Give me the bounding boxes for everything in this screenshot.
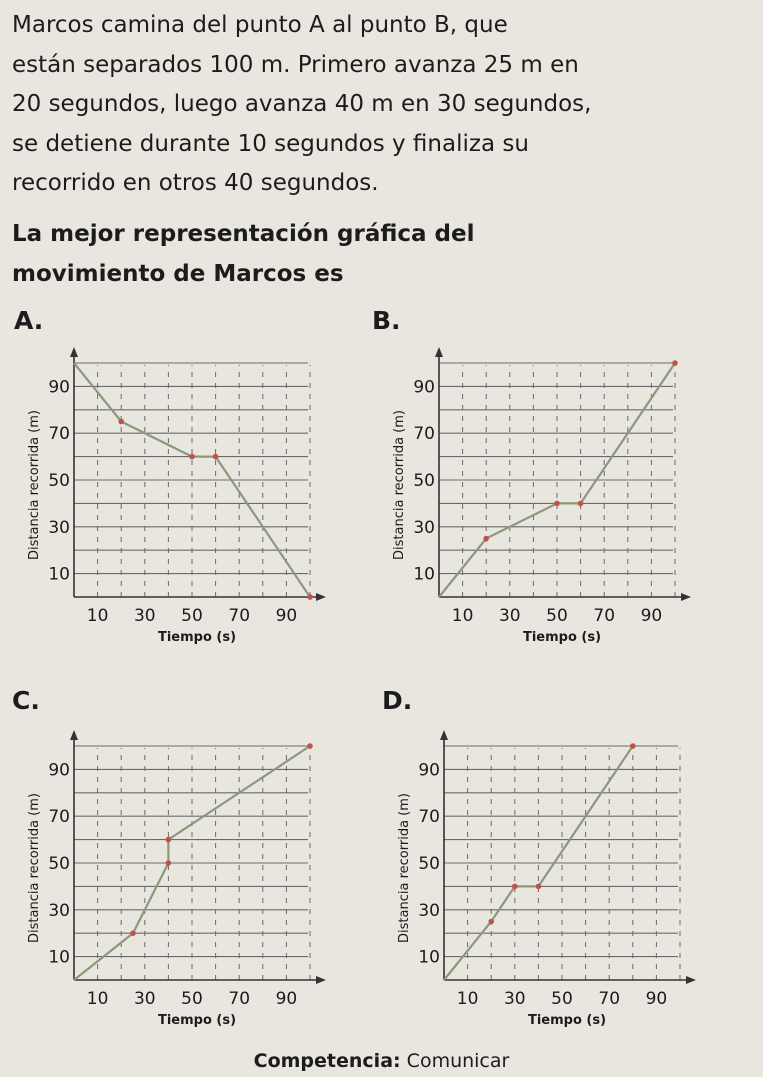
y-axis-arrow (70, 347, 78, 357)
y-tick-label: 70 (48, 424, 70, 445)
y-tick-label: 50 (48, 471, 70, 491)
x-tick-label: 30 (503, 989, 526, 1009)
data-point (189, 454, 195, 460)
question-line: movimiento de Marcos es (12, 261, 344, 287)
question-prompt (12, 214, 747, 294)
option-a-chart[interactable] (0, 335, 345, 650)
x-tick-label: 70 (598, 989, 621, 1009)
x-tick-label: 50 (551, 989, 573, 1009)
y-axis-label: Distancia recorrida (m) (27, 410, 42, 560)
problem-line: recorrido en otros 40 segundos. (12, 170, 379, 196)
data-point (166, 837, 172, 843)
x-axis-arrow (681, 593, 691, 601)
y-tick-label: 10 (418, 947, 440, 968)
option-c-label[interactable]: C. (12, 686, 40, 715)
y-tick-label: 50 (48, 854, 70, 874)
x-axis-arrow (316, 593, 326, 601)
x-tick-label: 10 (456, 989, 479, 1009)
x-tick-label: 50 (181, 989, 203, 1009)
option-b-chart[interactable] (365, 335, 710, 650)
question-line: La mejor representación gráfica del (12, 221, 475, 247)
x-tick-label: 10 (451, 606, 474, 626)
competency-label: Competencia: (253, 1050, 401, 1072)
x-tick-label: 90 (275, 606, 298, 626)
x-tick-label: 10 (86, 989, 109, 1009)
x-axis-label: Tiempo (s) (522, 630, 602, 645)
y-tick-label: 70 (418, 807, 440, 828)
y-tick-label: 10 (48, 947, 70, 968)
option-a-label[interactable]: A. (14, 306, 44, 335)
y-axis-label: Distancia recorrida (m) (27, 793, 42, 943)
x-axis-arrow (686, 976, 696, 984)
y-axis-arrow (70, 730, 78, 740)
option-c-chart[interactable] (0, 718, 345, 1033)
x-tick-label: 30 (133, 606, 156, 626)
option-d-chart[interactable] (370, 718, 715, 1033)
competency-footer (0, 1050, 763, 1072)
y-tick-label: 50 (413, 471, 435, 491)
data-point (630, 743, 636, 749)
x-tick-label: 10 (86, 606, 109, 626)
data-point (554, 501, 560, 507)
y-axis-label: Distancia recorrida (m) (397, 793, 412, 943)
data-point (307, 594, 313, 600)
y-tick-label: 90 (413, 377, 435, 398)
data-point (512, 884, 518, 890)
problem-line: se detiene durante 10 segundos y finaliza su (12, 130, 529, 157)
x-tick-label: 90 (645, 989, 668, 1009)
problem-statement (12, 6, 747, 204)
y-tick-label: 70 (413, 424, 435, 445)
y-tick-label: 70 (48, 807, 70, 828)
x-tick-label: 50 (181, 606, 203, 626)
option-d-label[interactable]: D. (382, 686, 413, 715)
x-tick-label: 70 (228, 989, 251, 1009)
y-tick-label: 90 (418, 760, 440, 781)
x-tick-label: 70 (228, 606, 251, 626)
y-tick-label: 90 (48, 760, 70, 781)
data-point (488, 919, 494, 925)
y-tick-label: 10 (48, 564, 70, 585)
x-axis-label: Tiempo (s) (157, 1013, 237, 1028)
data-point (672, 360, 678, 366)
data-point (578, 501, 584, 507)
x-axis-label: Tiempo (s) (527, 1013, 607, 1028)
data-point (130, 930, 136, 936)
competency-value: Comunicar (406, 1050, 510, 1072)
x-tick-label: 30 (498, 606, 521, 626)
y-tick-label: 90 (48, 377, 70, 398)
y-tick-label: 30 (48, 900, 70, 921)
option-b-label[interactable]: B. (372, 306, 401, 335)
y-tick-label: 30 (413, 517, 435, 538)
x-tick-label: 50 (546, 606, 568, 626)
x-tick-label: 30 (133, 989, 156, 1009)
data-point (307, 743, 313, 749)
y-tick-label: 30 (48, 517, 70, 538)
x-tick-label: 90 (640, 606, 663, 626)
x-tick-label: 90 (275, 989, 298, 1009)
y-tick-label: 10 (413, 564, 435, 585)
data-point (118, 419, 124, 425)
x-axis-label: Tiempo (s) (157, 630, 237, 645)
data-point (213, 454, 219, 460)
problem-line: están separados 100 m. Primero avanza 25 m en (12, 51, 579, 78)
x-tick-label: 70 (593, 606, 616, 626)
y-axis-label: Distancia recorrida (m) (392, 410, 407, 560)
y-tick-label: 50 (418, 854, 440, 874)
x-axis-arrow (316, 976, 326, 984)
y-axis-arrow (435, 347, 443, 357)
problem-line: Marcos camina del punto A al punto B, que (12, 12, 508, 38)
problem-line: 20 segundos, luego avanza 40 m en 30 segundos, (12, 91, 592, 117)
data-point (536, 884, 542, 890)
y-axis-arrow (440, 730, 448, 740)
data-point (483, 536, 489, 542)
y-tick-label: 30 (418, 900, 440, 921)
data-point (166, 860, 172, 866)
